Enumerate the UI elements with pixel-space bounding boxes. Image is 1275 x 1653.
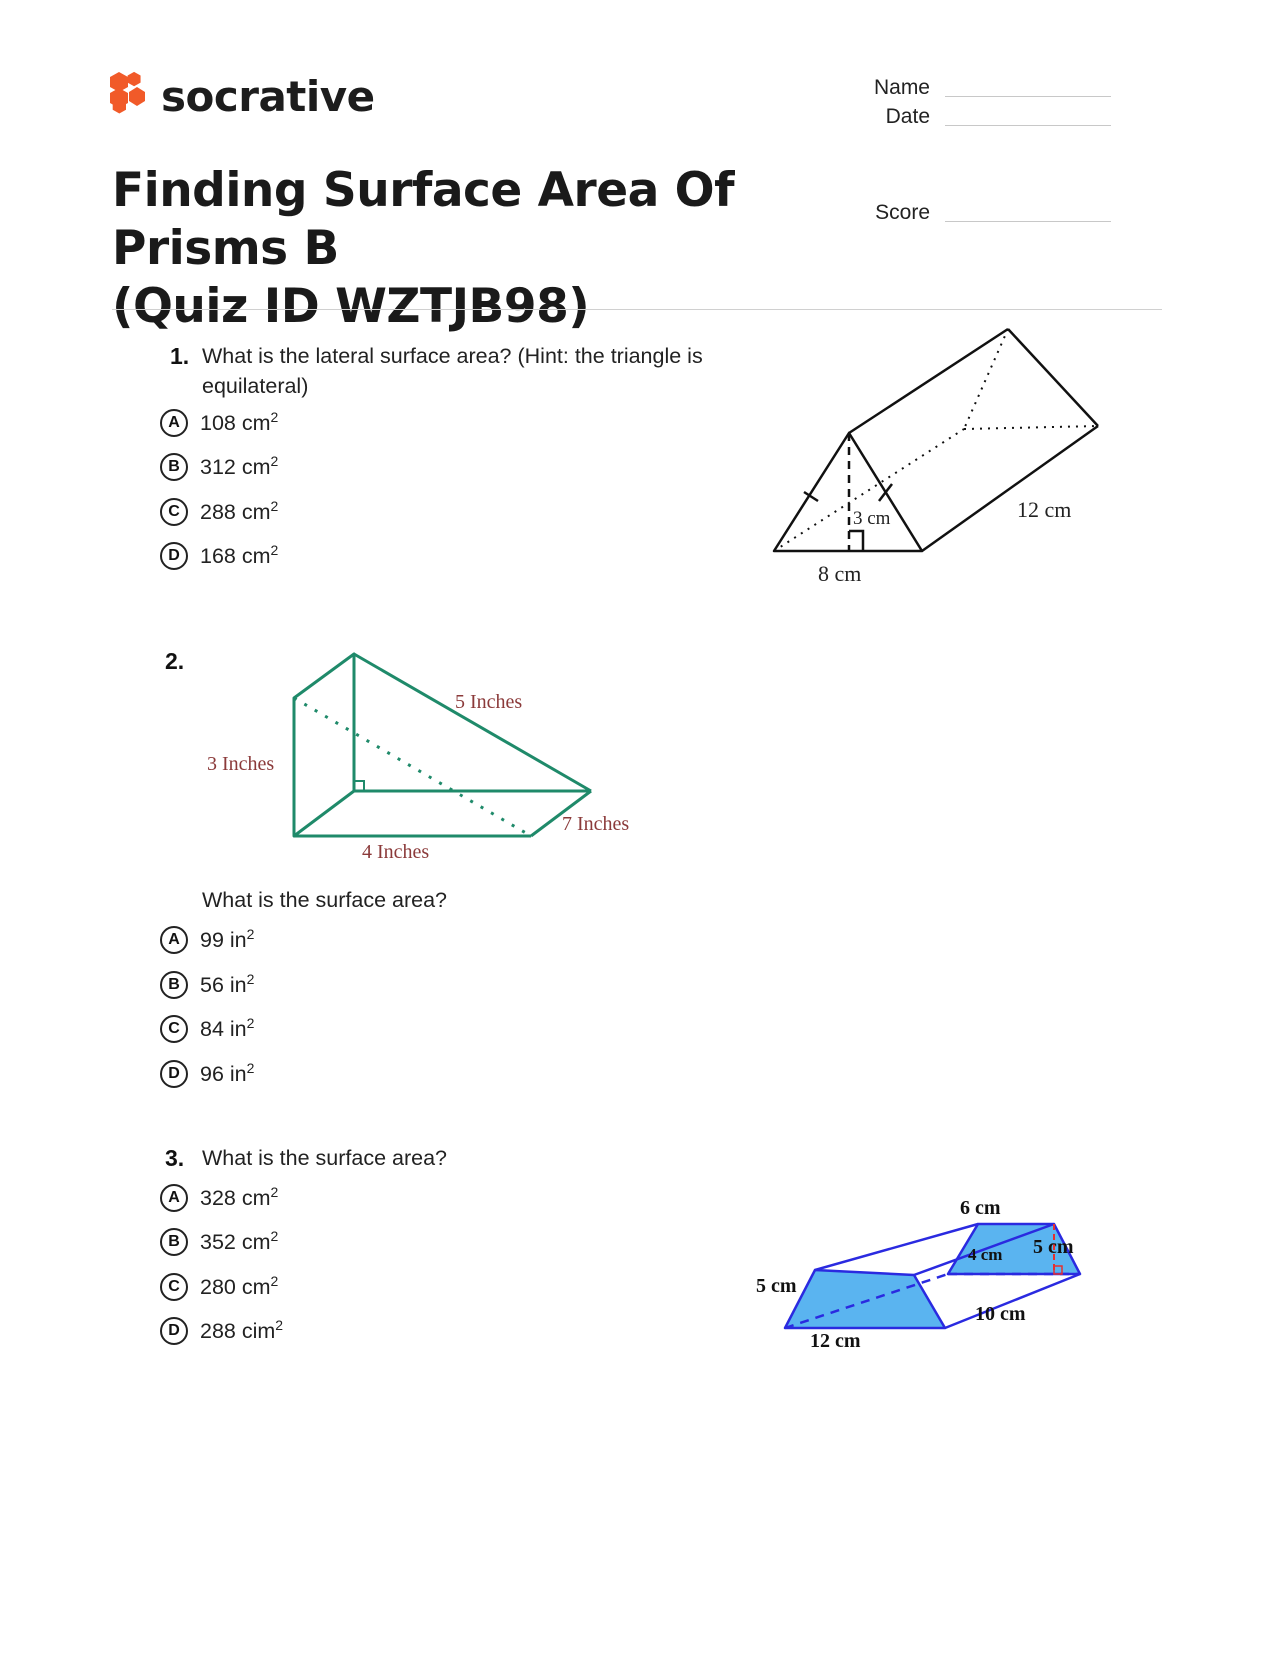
question-3-text: What is the surface area? (202, 1146, 447, 1170)
option-circle[interactable]: A (160, 409, 188, 437)
option-circle[interactable]: D (160, 542, 188, 570)
question-3-option-b[interactable] (160, 1228, 278, 1256)
option-circle[interactable]: A (160, 1184, 188, 1212)
option-text: 352 $cm^2$ (200, 1228, 279, 1255)
question-2-option-a[interactable] (160, 926, 254, 954)
option-text: 168 $cm^2$ (200, 542, 279, 569)
question-1-text (202, 341, 762, 401)
fig3-base-label: 12 cm (810, 1330, 861, 1352)
option-text: 288 cim$^2$ (200, 1317, 284, 1344)
question-2-option-c[interactable] (160, 1015, 254, 1043)
fig2-hyp-label: 5 Inches (455, 691, 523, 713)
question-2-prism-figure (200, 650, 660, 870)
fig1-base-label: 8 cm (818, 561, 862, 586)
fig3-top-label: 6 cm (960, 1197, 1001, 1219)
option-text: 108 $cm^2$ (200, 409, 279, 436)
fig1-length-label: 12 cm (1017, 497, 1072, 522)
fig3-right-side-label: 5 cm (1033, 1236, 1074, 1258)
option-circle[interactable]: B (160, 1228, 188, 1256)
option-circle[interactable]: A (160, 926, 188, 954)
question-1-option-a[interactable] (160, 409, 278, 437)
question-1-text-line-1: What is the lateral surface area? (Hint: the triangle is (202, 344, 703, 368)
score-label: Score (875, 201, 930, 224)
option-circle[interactable]: B (160, 453, 188, 481)
date-field[interactable] (945, 125, 1111, 126)
option-text: 288 $cm^2$ (200, 498, 279, 525)
question-3-prism-figure (756, 1150, 1130, 1352)
question-1-option-c[interactable] (160, 498, 278, 526)
fig2-height-label: 3 Inches (207, 753, 275, 775)
option-text: 84 $in^2$ (200, 1015, 255, 1042)
fig3-length-label: 10 cm (975, 1303, 1026, 1325)
question-1-number: 1. (170, 343, 190, 369)
option-circle[interactable]: C (160, 1273, 188, 1301)
question-3-number: 3. (165, 1145, 185, 1171)
option-text: 99 $in^2$ (200, 926, 255, 953)
option-text: 280 $cm^2$ (200, 1273, 279, 1300)
fig2-base-label: 4 Inches (362, 841, 430, 863)
option-text: 312 $cm^2$ (200, 453, 279, 480)
logo (106, 70, 154, 118)
option-circle[interactable]: D (160, 1317, 188, 1345)
title-line-2: (Quiz ID WZTJB98) (112, 279, 590, 334)
question-2-option-d[interactable] (160, 1060, 254, 1088)
question-2-text: What is the surface area? (202, 888, 447, 912)
option-text: 328 $cm^2$ (200, 1184, 279, 1211)
question-3-option-c[interactable] (160, 1273, 278, 1301)
date-label: Date (885, 105, 930, 128)
fig3-left-side-label: 5 cm (756, 1275, 797, 1297)
question-1-text-line-2: equilateral) (202, 374, 309, 398)
question-1-prism-figure (760, 320, 1160, 600)
score-field[interactable] (945, 221, 1111, 222)
fig1-height-label: 3 cm (853, 508, 891, 529)
option-text: 96 $in^2$ (200, 1060, 255, 1087)
question-2-number: 2. (165, 648, 185, 674)
question-3-option-d[interactable] (160, 1317, 283, 1345)
option-circle[interactable]: C (160, 498, 188, 526)
fig3-height-label: 4 cm (968, 1245, 1003, 1264)
option-circle[interactable]: C (160, 1015, 188, 1043)
question-1-option-b[interactable] (160, 453, 278, 481)
fig2-length-label: 7 Inches (562, 813, 630, 835)
name-field[interactable] (945, 96, 1111, 97)
option-text: 56 $in^2$ (200, 971, 255, 998)
socrative-logo-icon (106, 70, 154, 118)
header-divider (112, 309, 1162, 310)
brand-name: socrative (161, 72, 375, 121)
question-1-option-d[interactable] (160, 542, 278, 570)
name-label: Name (873, 76, 930, 99)
option-circle[interactable]: B (160, 971, 188, 999)
option-circle[interactable]: D (160, 1060, 188, 1088)
question-2-option-b[interactable] (160, 971, 254, 999)
question-3-option-a[interactable] (160, 1184, 278, 1212)
title-line-1: Finding Surface Area Of Prisms B (112, 163, 735, 276)
